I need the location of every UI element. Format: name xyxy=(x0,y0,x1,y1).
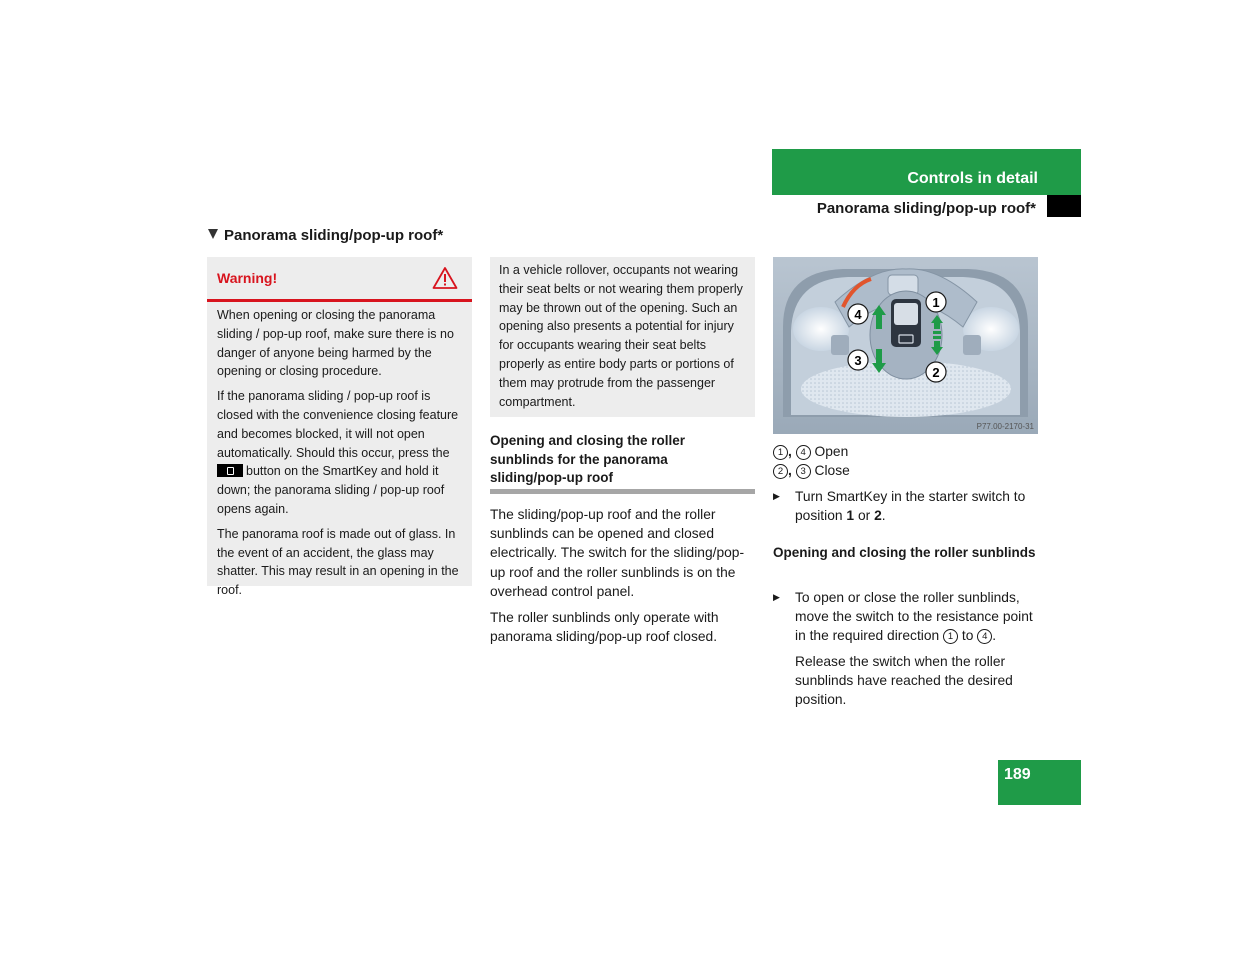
overhead-control-panel-illustration xyxy=(773,257,1038,434)
step2-text: To open or close the roller sunblinds, move the switch to the resistance point in the required direction xyxy=(795,590,1033,644)
unlock-key-icon xyxy=(217,464,243,477)
illustration-reference: P77.00-2170-31 xyxy=(976,422,1034,431)
warning-title: Warning! xyxy=(217,270,278,286)
step2-to-num: 4 xyxy=(977,629,992,644)
middle-paragraph-2: The roller sunblinds only operate with panorama sliding/pop-up roof closed. xyxy=(490,610,719,645)
thumb-tab-marker xyxy=(1047,195,1081,217)
step1-text: Turn SmartKey in the starter switch to position xyxy=(795,489,1026,524)
page-number-tab xyxy=(998,760,1081,805)
warning-p2-before: If the panorama sliding / pop-up roof is closed with the convenience closing feature and becomes blocked, it will not open automatically. Should this occur, press the xyxy=(217,389,459,460)
callout-3 xyxy=(848,350,868,370)
warning-box xyxy=(207,257,472,598)
step1-pos-b: 2 xyxy=(874,508,882,524)
roller-sunblinds-subheading: Opening and closing the roller sunblinds xyxy=(773,545,1036,560)
warning-paragraph-3: The panorama roof is made out of glass. In the event of an accident, the glass may shatter. This may result in an opening in the roof. xyxy=(217,526,459,598)
roller-sunblinds-heading: Opening and closing the roller sunblinds for the panorama sliding/pop-up roof xyxy=(490,433,686,485)
step2-to-word: to xyxy=(961,628,974,644)
callout-4 xyxy=(848,304,868,324)
middle-paragraph-1: The sliding/pop-up roof and the roller sunblinds can be opened and closed electrically. The switch for the sliding/pop-up roof and the roller sunblinds is on the overhead control panel. xyxy=(490,507,745,599)
step-release-switch: Release the switch when the roller sunblinds have reached the desired position. xyxy=(795,654,1013,708)
section-heading-text: Panorama sliding/pop-up roof* xyxy=(224,227,444,244)
svg-text:3: 3 xyxy=(854,353,862,368)
warning-paragraph-2 xyxy=(217,387,467,519)
step1-pos-a: 1 xyxy=(846,508,855,524)
chapter-header-band xyxy=(772,149,1081,195)
bullet-triangle-icon: ▶ xyxy=(773,592,780,602)
legend-close-num-b: 3 xyxy=(796,464,811,479)
heading-rule xyxy=(490,489,755,494)
legend-open-label: Open xyxy=(814,444,849,459)
svg-text:1: 1 xyxy=(932,295,940,310)
legend-open-num-b: 4 xyxy=(796,445,811,460)
rollover-note-text: In a vehicle rollover, occupants not wearing their seat belts or not wearing them properly may be thrown out of the opening. Such an opening also presents a potential for injury for occupants wearing their seat belts properly as entire body parts or portions of them may protrude from the passenger compartment. xyxy=(499,263,743,409)
legend-close-num-a: 2 xyxy=(773,464,788,479)
page-number: 189 xyxy=(1004,766,1031,783)
illustration-legend xyxy=(773,442,1038,480)
step-move-switch: ▶ To open or close the roller sunblinds, move the switch to the resistance point in the required direction 1 to 4 . xyxy=(773,590,1033,644)
middle-body xyxy=(490,505,758,653)
chapter-title: Controls in detail xyxy=(907,170,1038,187)
warning-paragraph-1: When opening or closing the panorama sliding / pop-up roof, make sure there is no danger of anyone being harmed by the opening or closing procedure. xyxy=(217,308,454,379)
step1-or: or xyxy=(857,508,871,524)
callout-1 xyxy=(926,292,946,312)
callout-2 xyxy=(926,362,946,382)
bullet-triangle-icon: ▶ xyxy=(773,491,780,501)
legend-close: 2 , 3 Close xyxy=(773,461,1038,480)
section-heading xyxy=(208,227,443,244)
control-panel-drawing xyxy=(773,257,1038,434)
step2-from-num: 1 xyxy=(943,629,958,644)
rollover-note-box xyxy=(490,257,755,417)
legend-open-num-a: 1 xyxy=(773,445,788,460)
warning-body xyxy=(217,306,467,606)
warning-header xyxy=(207,257,472,302)
legend-close-label: Close xyxy=(814,463,850,479)
svg-text:4: 4 xyxy=(854,307,862,322)
legend-open: 1 , 4 Open xyxy=(773,442,1038,461)
triangle-down-icon xyxy=(208,229,218,239)
warning-triangle-icon xyxy=(432,266,458,290)
warning-p2-after: button on the SmartKey and hold it down; the panorama sliding / pop-up roof opens again. xyxy=(217,464,445,516)
svg-text:2: 2 xyxy=(932,365,940,380)
step-turn-smartkey: ▶ Turn SmartKey in the starter switch to position 1 or 2. xyxy=(773,489,1026,524)
running-section-title: Panorama sliding/pop-up roof* xyxy=(816,200,1036,217)
